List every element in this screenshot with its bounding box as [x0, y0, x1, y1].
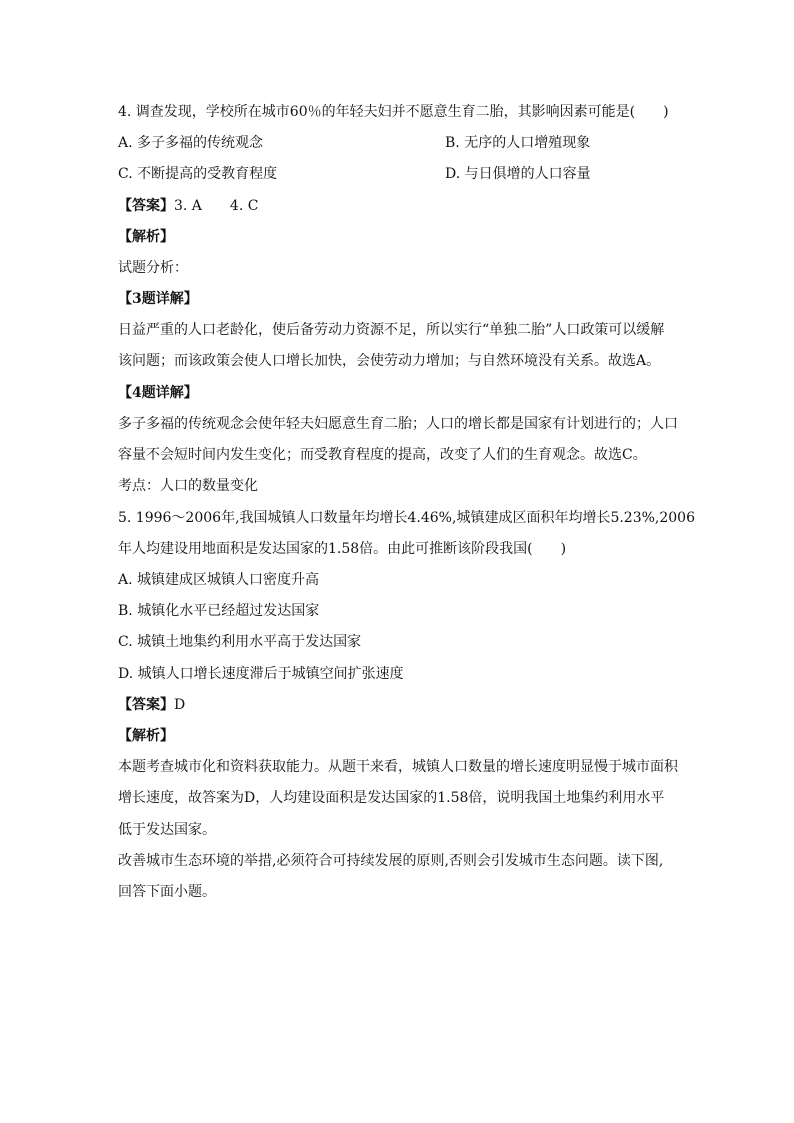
q4-option-d: D. 与日俱增的人口容量	[445, 166, 591, 182]
answer-label: 【答案】	[118, 198, 174, 214]
q4-question: 4. 调查发现，学校所在城市60％的年轻夫妇并不愿意生育二胎，其影响因素可能是( )	[118, 104, 669, 120]
answer-label: 【答案】	[118, 697, 174, 713]
next-intro-line-1: 改善城市生态环境的举措,必须符合可持续发展的原则,否则会引发城市生态问题。读下图,	[118, 853, 664, 869]
q3-detail-line-2: 该问题；而该政策会使人口增长加快，会使劳动力增加；与自然环境没有关系。故选A。	[118, 353, 661, 369]
q5-option-c: C. 城镇土地集约利用水平高于发达国家	[118, 634, 362, 650]
q4-option-b: B. 无序的人口增殖现象	[445, 135, 591, 151]
q5-line-2: 年人均建设用地面积是发达国家的1.58倍。由此可推断该阶段我国( )	[118, 541, 567, 557]
analysis-5-label: 【解析】	[118, 728, 174, 744]
analysis-label: 【解析】	[118, 229, 174, 245]
q4-detail-line-1: 多子多福的传统观念会使年轻夫妇愿意生育二胎；人口的增长都是国家有计划进行的；人口	[118, 416, 678, 432]
answer-value: 3. A 4. C	[174, 198, 259, 214]
q5-option-a: A. 城镇建成区城镇人口密度升高	[118, 572, 320, 588]
q4-detail-title: 【4题详解】	[118, 385, 198, 401]
next-intro-line-2: 回答下面小题。	[118, 884, 216, 900]
q4-detail-line-2: 容量不会短时间内发生变化；而受教育程度的提高，改变了人们的生育观念。故选C。	[118, 447, 647, 463]
analysis-intro: 试题分析：	[118, 260, 188, 276]
q5-option-b: B. 城镇化水平已经超过发达国家	[118, 603, 320, 619]
q5-line-1: 5. 1996～2006年,我国城镇人口数量年均增长4.46%,城镇建成区面积年均增长5.23%,2006	[118, 510, 695, 526]
analysis-5-line-1: 本题考查城市化和资料获取能力。从题干来看，城镇人口数量的增长速度明显慢于城市面积	[118, 759, 678, 775]
answer-3-4	[118, 197, 258, 215]
q3-detail-title: 【3题详解】	[118, 291, 198, 307]
analysis-5-line-2: 增长速度，故答案为D，人均建设面积是发达国家的1.58倍，说明我国土地集约利用水平	[118, 790, 665, 806]
q4-option-c: C. 不断提高的受教育程度	[118, 166, 278, 182]
q3-detail-line-1: 日益严重的人口老龄化，使后备劳动力资源不足，所以实行“单独二胎”人口政策可以缓解	[118, 322, 665, 338]
q4-option-a: A. 多子多福的传统观念	[118, 135, 264, 151]
answer-value: D	[174, 697, 186, 713]
q5-option-d: D. 城镇人口增长速度滞后于城镇空间扩张速度	[118, 666, 404, 682]
answer-5	[118, 696, 185, 714]
analysis-5-line-3: 低于发达国家。	[118, 822, 216, 838]
kaodian: 考点：人口的数量变化	[118, 478, 258, 494]
